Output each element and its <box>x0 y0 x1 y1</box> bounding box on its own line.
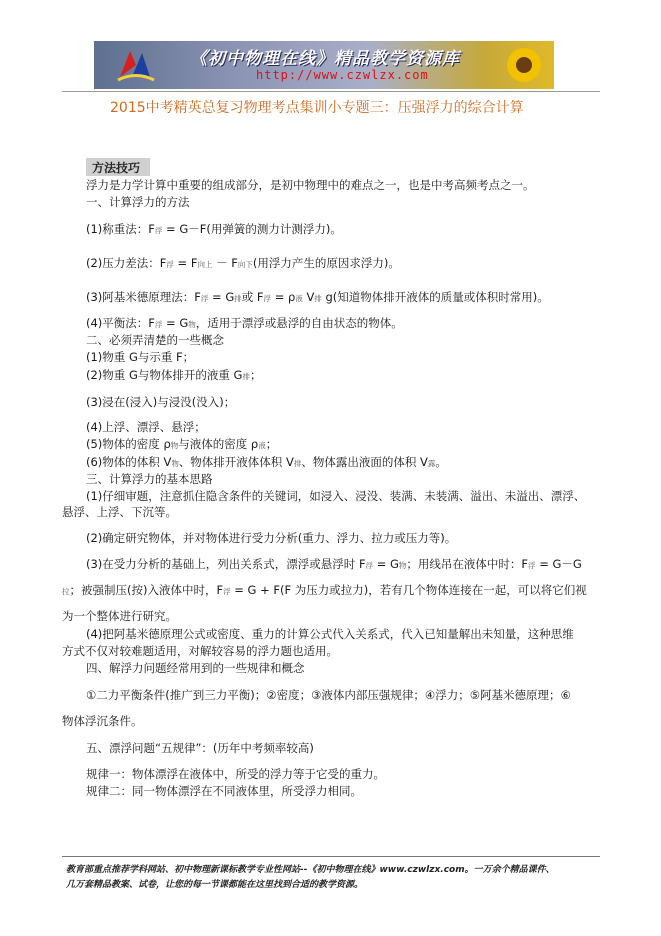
heading-4: 四、解浮力问题经常用到的一些规律和概念 <box>86 661 305 675</box>
heading-1: 一、计算浮力的方法 <box>86 195 190 209</box>
step-1-line-2: 悬浮、上浮、下沉等。 <box>62 505 177 519</box>
section-tag <box>86 158 150 176</box>
concept-4: (4)上浮、漂浮、悬浮； <box>86 420 206 434</box>
law-1: 规律一：物体漂浮在液体中，所受的浮力等于它受的重力。 <box>86 767 385 781</box>
rules-line-1: ①二力平衡条件(推广到三力平衡)；②密度；③液体内部压强规律；④浮力；⑤阿基米德原理；⑥ <box>86 688 571 702</box>
rules-line-2: 物体浮沉条件。 <box>62 714 143 728</box>
method-3: (3)阿基米德原理法：F浮 = G排或 F浮 = ρ液 V排 g(知道物体排开液体的质量或体积时常用)。 <box>86 290 549 304</box>
footer-line-1: 教育部重点推荐学科网站、初中物理新课标教学专业性网站--《初中物理在线》www.czwlzx.com。一万余个精品课件、 <box>66 865 555 875</box>
concept-2: (2)物重 G与物体排开的液重 G排； <box>86 368 262 382</box>
header-divider <box>62 91 600 92</box>
concept-5: (5)物体的密度 ρ物与液体的密度 ρ液； <box>86 437 278 451</box>
method-2: (2)压力差法：F浮 = F向上 － F向下(用浮力产生的原因求浮力)。 <box>86 256 400 270</box>
section-tag-label: 方法技巧 <box>92 161 141 175</box>
heading-2: 二、必须弄清楚的一些概念 <box>86 333 224 347</box>
sunflower-icon <box>504 45 544 85</box>
banner-title: 《初中物理在线》精品教学资源库 <box>190 49 460 69</box>
law-2: 规律二：同一物体漂浮在不同液体里，所受浮力相同。 <box>86 784 362 798</box>
step-3-line-3: 为一个整体进行研究。 <box>62 609 177 623</box>
heading-3: 三、计算浮力的基本思路 <box>86 472 213 486</box>
step-3-line-1: (3)在受力分析的基础上，列出关系式，漂浮或悬浮时 F浮 = G物；用线吊在液体中时：F浮 = G－G <box>86 557 582 571</box>
method-1: (1)称重法：F浮 = G－F(用弹簧的测力计测浮力)。 <box>86 222 342 236</box>
step-4-line-1: (4)把阿基米德原理公式或密度、重力的计算公式代入关系式，代入已知量解出未知量，这种思维 <box>86 627 574 641</box>
banner-url[interactable]: http://www.czwlzx.com <box>256 68 429 82</box>
method-4: (4)平衡法：F浮 = G物，适用于漂浮或悬浮的自由状态的物体。 <box>86 316 403 330</box>
concept-6: (6)物体的体积 V物、物体排开液体体积 V排、物体露出液面的体积 V露。 <box>86 455 447 469</box>
intro-text: 浮力是力学计算中重要的组成部分，是初中物理中的难点之一，也是中考高频考点之一。 <box>86 178 535 192</box>
site-banner <box>94 41 554 89</box>
document-title: 2015中考精英总复习物理考点集训小专题三：压强浮力的综合计算 <box>110 100 524 116</box>
footer-line-2: 几万套精品教案、试卷，让您的每一节课都能在这里找到合适的教学资源。 <box>66 880 364 890</box>
step-1-line-1: (1)仔细审题，注意抓住隐含条件的关键词，如浸入、浸没、装满、未装满、溢出、未溢出、漂浮、 <box>86 489 586 503</box>
step-4-line-2: 方式不仅对较难题适用，对解较容易的浮力题也适用。 <box>62 644 338 658</box>
concept-3: (3)浸在(浸入)与浸没(没入)； <box>86 395 236 409</box>
footer-divider <box>62 856 600 857</box>
step-3-line-2: 拉；被强制压(按)入液体中时，F浮 = G + F(F 为压力或拉力)，若有几个物体连接在一起，可以将它们视 <box>62 583 587 597</box>
step-2: (2)确定研究物体，并对物体进行受力分析(重力、浮力、拉力或压力等)。 <box>86 531 457 545</box>
heading-5: 五、漂浮问题“五规律”：(历年中考频率较高) <box>86 741 314 755</box>
concept-1: (1)物重 G与示重 F； <box>86 350 195 364</box>
site-logo-icon <box>116 47 156 83</box>
